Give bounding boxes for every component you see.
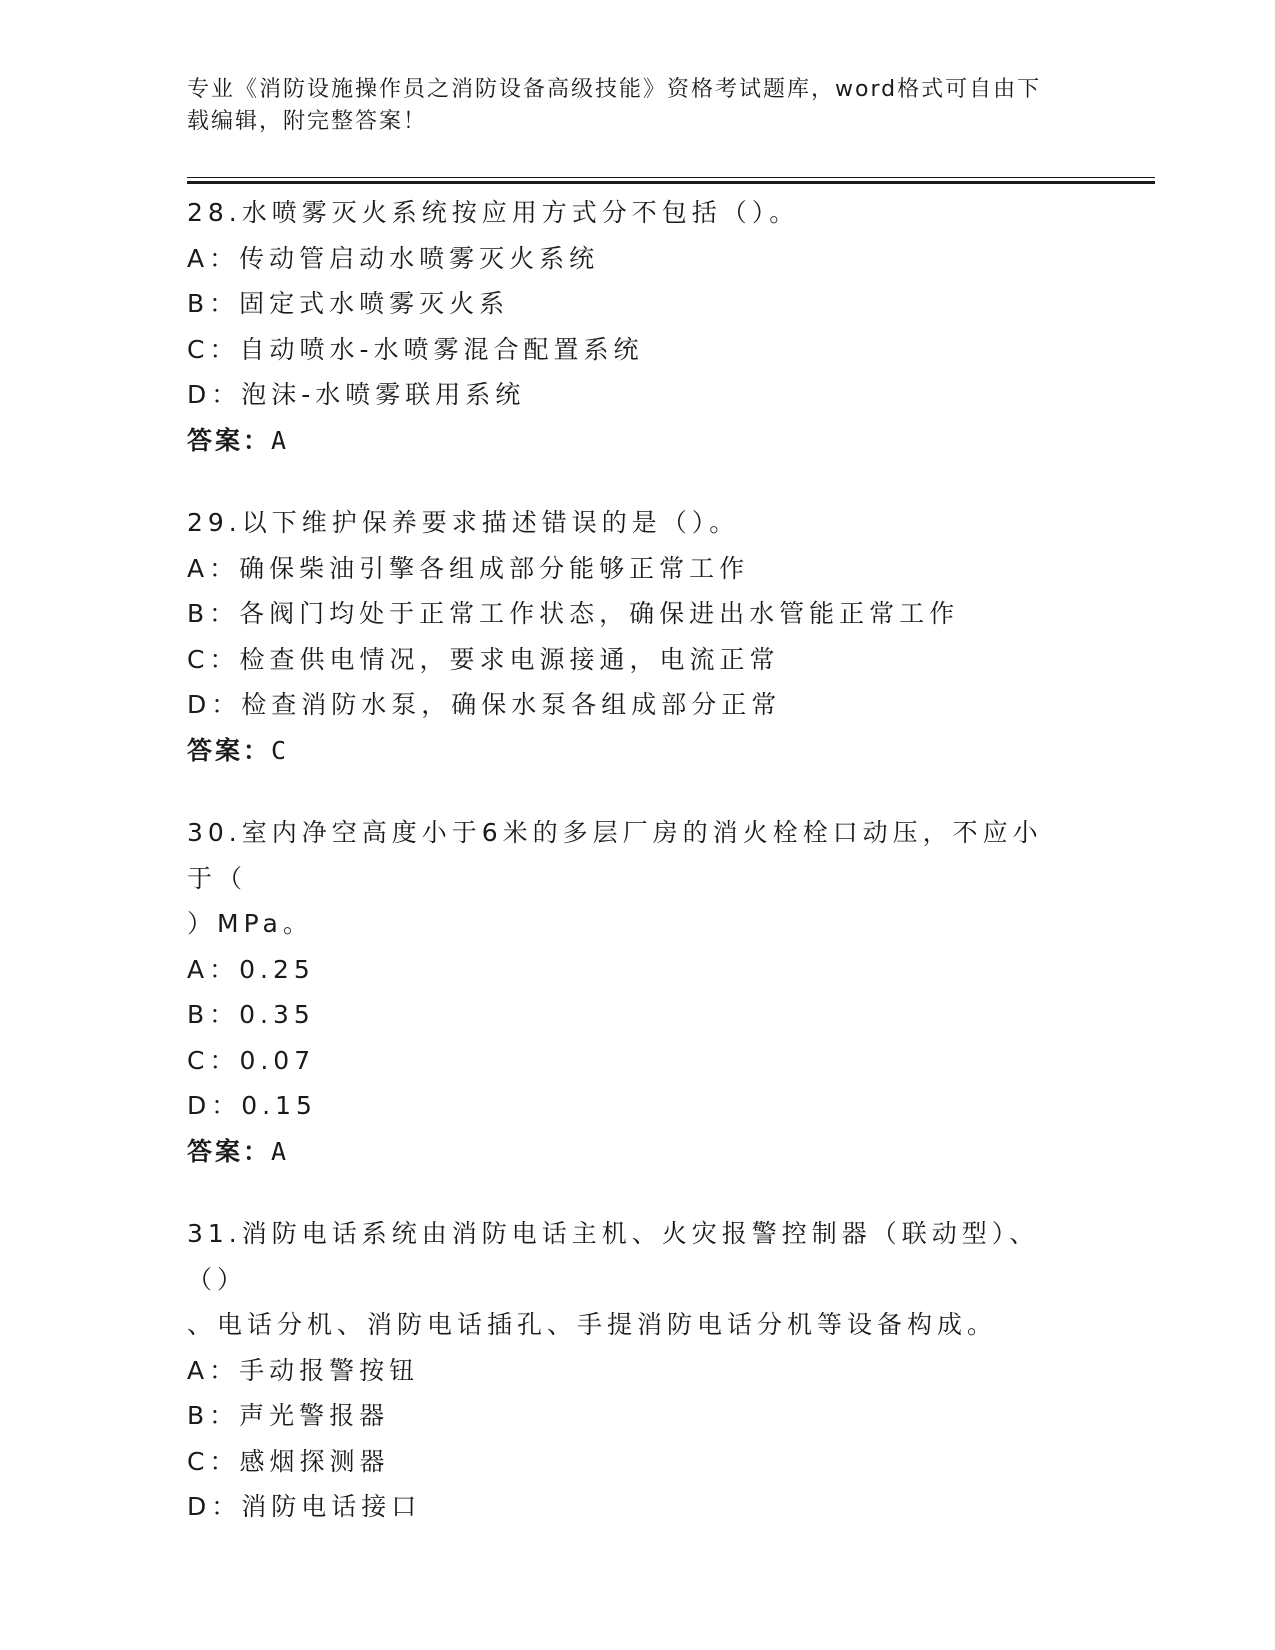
header-divider-thick — [187, 181, 1155, 184]
answer-value: C — [271, 735, 290, 765]
option-b: B：固定式水喷雾灭火系 — [187, 289, 510, 318]
option-d: D：消防电话接口 — [187, 1492, 422, 1521]
answer-label: 答案： — [187, 1136, 272, 1166]
question-28 — [187, 190, 1087, 463]
option-a: A：传动管启动水喷雾灭火系统 — [187, 243, 600, 273]
option-c: C：感烟探测器 — [187, 1446, 390, 1476]
header-line-2: 载编辑，附完整答案！ — [187, 109, 428, 134]
answer-label: 答案： — [187, 735, 272, 765]
question-stem: 31.消防电话系统由消防电话主机、火灾报警控制器（联动型）、（） — [187, 1219, 1040, 1294]
option-c: C：0.07 — [187, 1045, 316, 1075]
question-list — [187, 190, 1087, 1567]
option-c: C：自动喷水-水喷雾混合配置系统 — [187, 334, 644, 364]
option-a: A：0.25 — [187, 954, 315, 984]
question-stem-continued: ）MPa。 — [187, 909, 313, 938]
option-c: C：检查供电情况，要求电源接通，电流正常 — [187, 644, 780, 674]
question-31 — [187, 1211, 1087, 1530]
question-stem: 30.室内净空高度小于6米的多层厂房的消火栓栓口动压，不应小于（ — [187, 818, 1043, 893]
answer-line — [187, 418, 1087, 464]
answer-value: A — [271, 425, 290, 455]
option-b: B：声光警报器 — [187, 1401, 390, 1430]
answer-line — [187, 728, 1087, 774]
answer-line — [187, 1129, 1087, 1175]
answer-label: 答案： — [187, 425, 272, 455]
option-b: B：0.35 — [187, 1000, 315, 1029]
option-b: B：各阀门均处于正常工作状态，确保进出水管能正常工作 — [187, 599, 960, 628]
question-stem: 28.水喷雾灭火系统按应用方式分不包括（）。 — [187, 198, 800, 227]
option-d: D：0.15 — [187, 1091, 317, 1120]
option-d: D：泡沫-水喷雾联用系统 — [187, 380, 526, 409]
question-30 — [187, 810, 1087, 1174]
question-29 — [187, 500, 1087, 773]
option-a: A：手动报警按钮 — [187, 1355, 420, 1385]
header-line-1: 专业《消防设施操作员之消防设备高级技能》资格考试题库，word格式可自由下 — [187, 77, 1042, 102]
question-stem: 29.以下维护保养要求描述错误的是（）。 — [187, 508, 740, 537]
option-a: A：确保柴油引擎各组成部分能够正常工作 — [187, 553, 750, 583]
document-header — [187, 74, 1087, 138]
answer-value: A — [271, 1136, 290, 1166]
option-d: D：检查消防水泵，确保水泵各组成部分正常 — [187, 690, 782, 719]
header-divider-thin — [187, 177, 1155, 178]
question-stem-continued: 、电话分机、消防电话插孔、手提消防电话分机等设备构成。 — [187, 1310, 998, 1339]
